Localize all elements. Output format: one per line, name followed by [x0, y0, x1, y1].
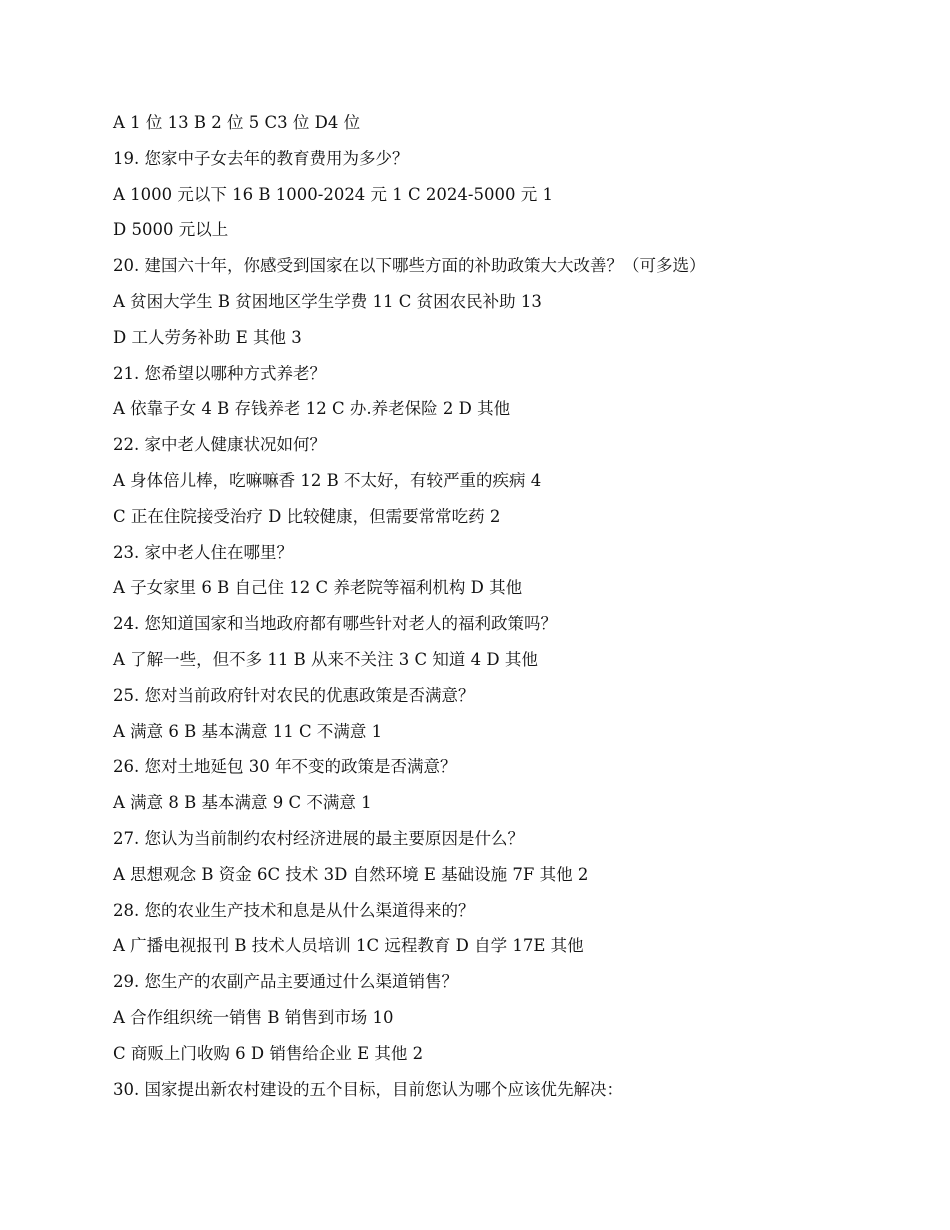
- answer-line: A 1000 元以下 16 B 1000-2024 元 1 C 2024-5000 元 1: [113, 184, 553, 204]
- question-line: 30. 国家提出新农村建设的五个目标，目前您认为哪个应该优先解决：: [113, 1079, 623, 1099]
- answer-line: A 贫困大学生 B 贫困地区学生学费 11 C 贫困农民补助 13: [113, 291, 542, 311]
- question-line: 27. 您认为当前制约农村经济进展的最主要原因是什么？: [113, 828, 524, 848]
- answer-line: A 身体倍儿棒，吃嘛嘛香 12 B 不太好，有较严重的疾病 4: [113, 470, 542, 490]
- question-line: 23. 家中老人住在哪里？: [113, 542, 293, 562]
- answer-line: D 5000 元以上: [113, 220, 229, 240]
- question-line: 28. 您的农业生产技术和息是从什么渠道得来的？: [113, 900, 475, 920]
- answer-line: A 1 位 13 B 2 位 5 C3 位 D4 位: [113, 113, 361, 132]
- question-line: 26. 您对土地延包 30 年不变的政策是否满意？: [113, 757, 457, 777]
- question-line: 29. 您生产的农副产品主要通过什么渠道销售？: [113, 972, 458, 992]
- answer-line: A 满意 6 B 基本满意 11 C 不满意 1: [113, 721, 383, 741]
- question-line: 25. 您对当前政府针对农民的优惠政策是否满意？: [113, 685, 475, 705]
- answer-line: A 合作组织统一销售 B 销售到市场 10: [113, 1007, 394, 1027]
- answer-line: A 广播电视报刊 B 技术人员培训 1C 远程教育 D 自学 17E 其他: [113, 936, 584, 956]
- answer-line: A 子女家里 6 B 自己住 12 C 养老院等福利机构 D 其他: [113, 578, 523, 598]
- question-line: 19. 您家中子女去年的教育费用为多少？: [113, 148, 409, 168]
- question-line: 24. 您知道国家和当地政府都有哪些针对老人的福利政策吗？: [113, 614, 557, 634]
- survey-text: [113, 110, 873, 1112]
- answer-line: A 思想观念 B 资金 6C 技术 3D 自然环境 E 基础设施 7F 其他 2: [113, 864, 589, 884]
- question-line: 22. 家中老人健康状况如何？: [113, 435, 326, 455]
- question-line: 20. 建国六十年，你感受到国家在以下哪些方面的补助政策大大改善？（可多选）: [113, 256, 706, 276]
- answer-line: C 正在住院接受治疗 D 比较健康，但需要常常吃药 2: [113, 506, 501, 526]
- question-line: 21. 您希望以哪种方式养老？: [113, 363, 326, 383]
- answer-line: A 依靠子女 4 B 存钱养老 12 C 办.养老保险 2 D 其他: [113, 399, 511, 419]
- answer-line: C 商贩上门收购 6 D 销售给企业 E 其他 2: [113, 1043, 424, 1063]
- answer-line: D 工人劳务补助 E 其他 3: [113, 327, 302, 347]
- answer-line: A 满意 8 B 基本满意 9 C 不满意 1: [113, 793, 372, 813]
- answer-line: A 了解一些，但不多 11 B 从来不关注 3 C 知道 4 D 其他: [113, 649, 538, 669]
